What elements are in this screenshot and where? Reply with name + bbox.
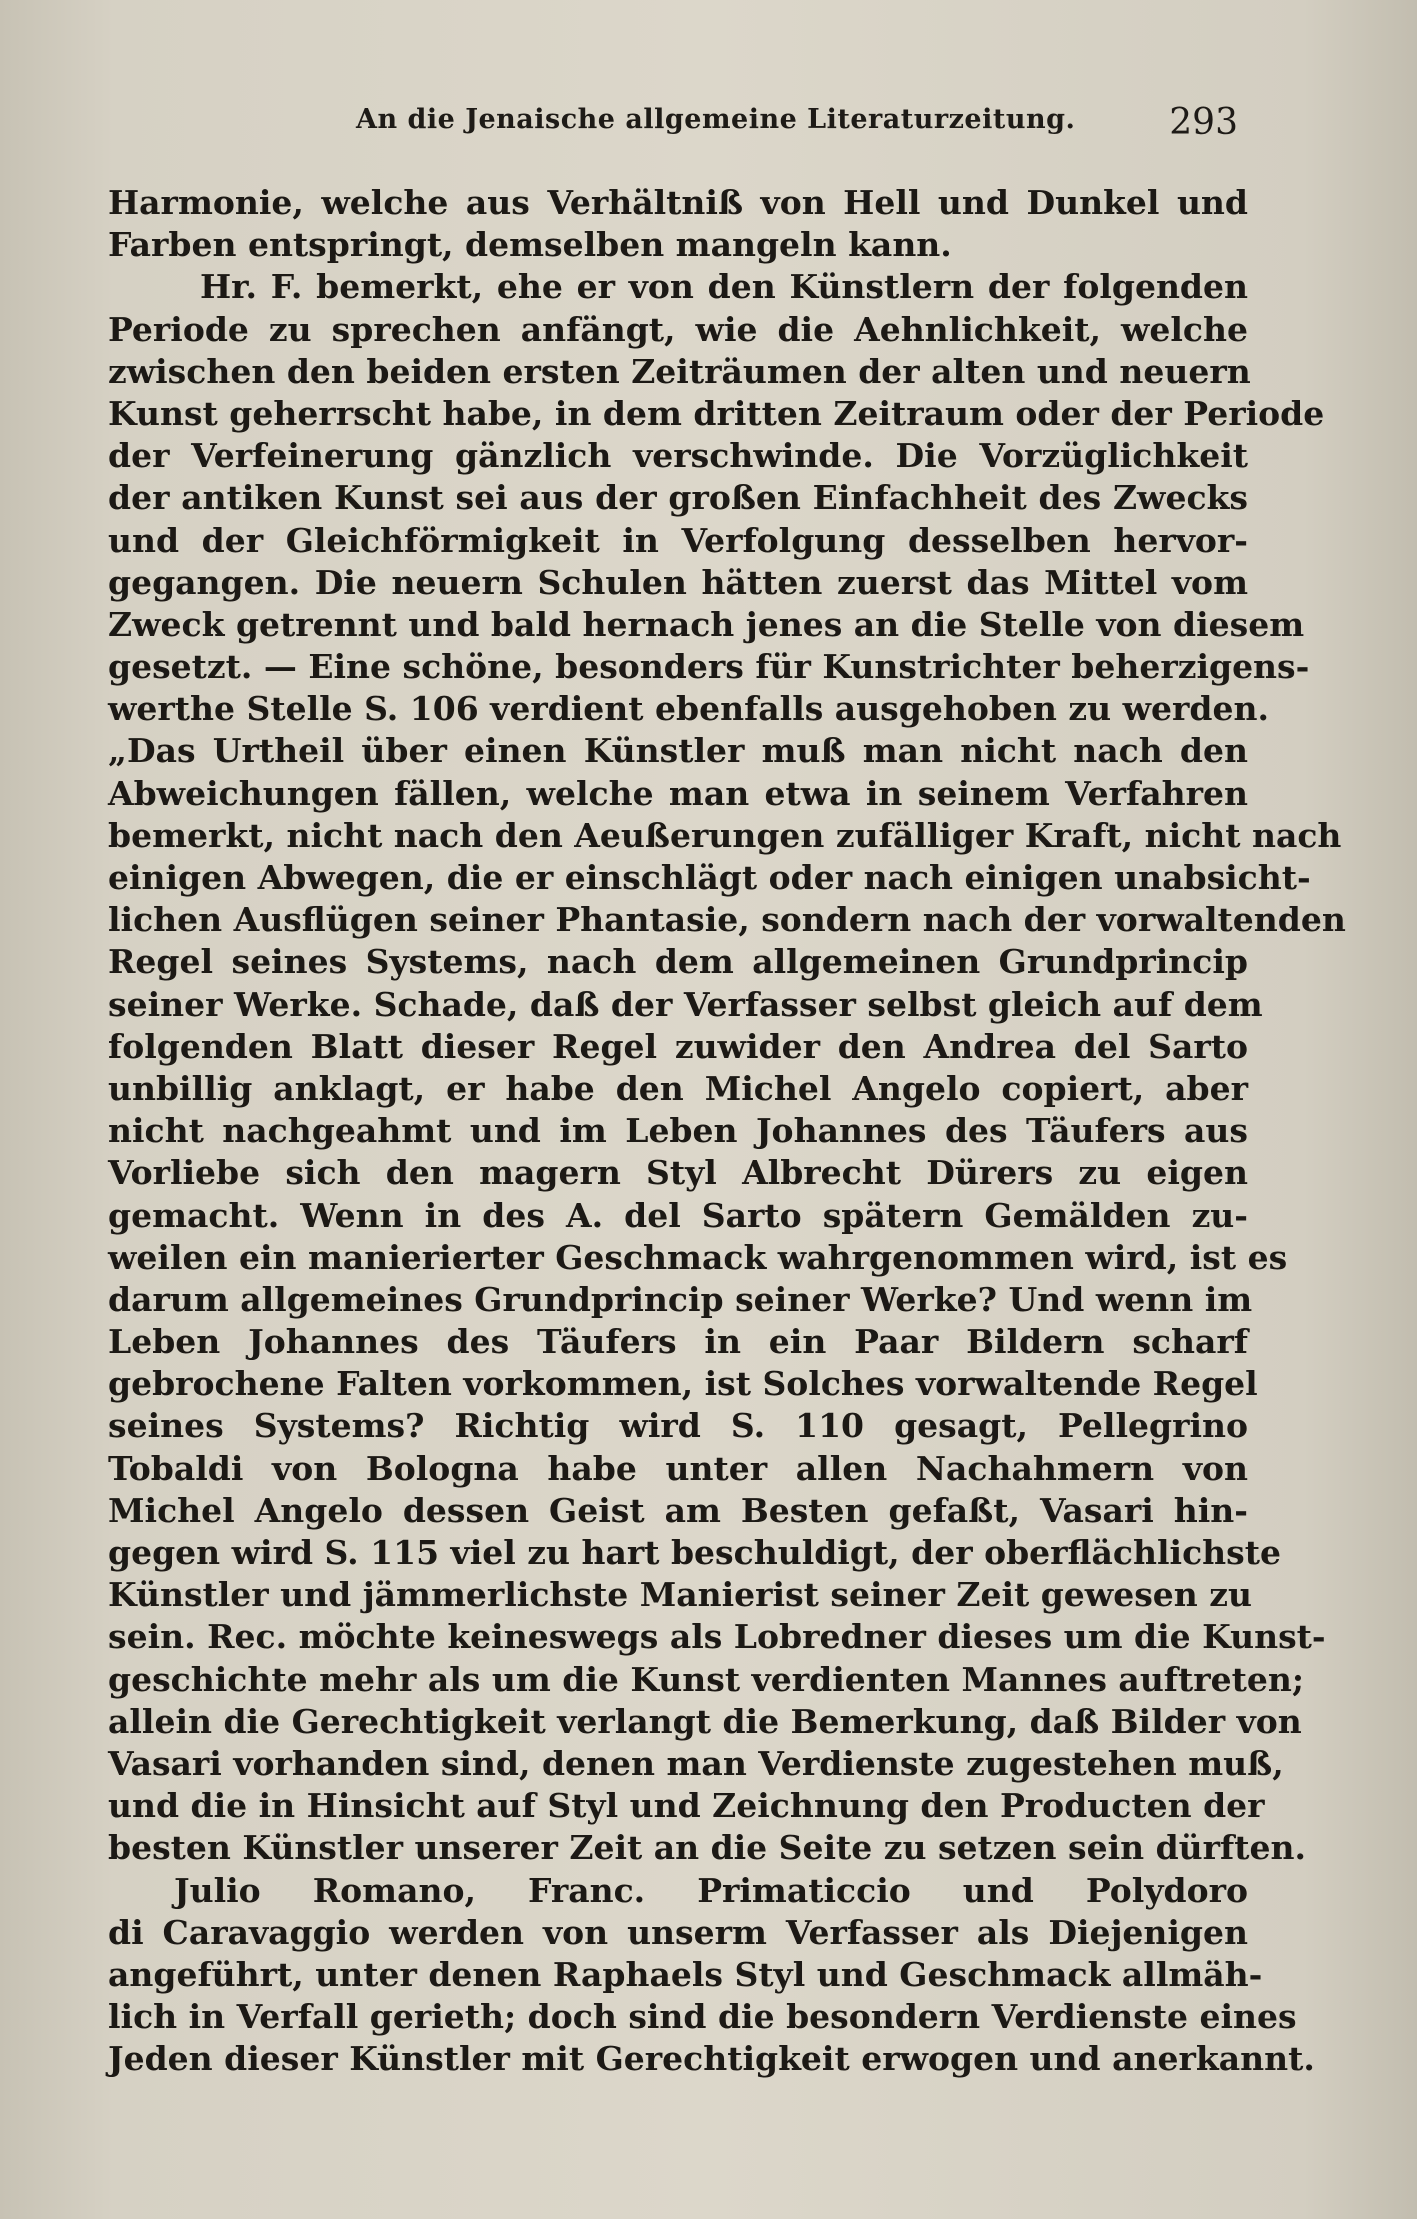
page-header — [108, 104, 1238, 154]
text-line: gegen wird S. 115 viel zu hart beschuldigt, der oberflächlichste — [108, 1533, 1281, 1572]
text-line: lich in Verfall gerieth; doch sind die besondern Verdienste eines — [108, 1997, 1297, 2037]
text-line: darum allgemeines Grundprincip seiner Werke? Und wenn im — [108, 1279, 1253, 1319]
text-line: sein. Rec. möchte keineswegs als Lobredner dieses um die Kunst- — [108, 1617, 1326, 1657]
text-line: besten Künstler unserer Zeit an die Seite zu setzen sein dürften. — [108, 1828, 1306, 1868]
text-line: Abweichungen fällen, welche man etwa in seinem Verfahren — [108, 773, 1248, 813]
text-line: Künstler und jämmerlichste Manierist seiner Zeit gewesen zu — [108, 1575, 1252, 1615]
page-number: 293 — [1169, 102, 1238, 143]
text-line: werthe Stelle S. 106 verdient ebenfalls ausgehoben zu werden. — [108, 689, 1269, 729]
text-line: gesetzt. — Eine schöne, besonders für Kunstrichter beherzigens- — [108, 647, 1310, 687]
text-line: zwischen den beiden ersten Zeiträumen der alten und neuern — [108, 351, 1251, 391]
text-line: geschichte mehr als um die Kunst verdienten Mannes auftreten; — [108, 1659, 1305, 1699]
text-line: Julio Romano, Franc. Primaticcio und Polydoro — [174, 1870, 1248, 1910]
text-line: seiner Werke. Schade, daß der Verfasser selbst gleich auf dem — [108, 984, 1263, 1024]
text-line: Zweck getrennt und bald hernach jenes an die Stelle von diesem — [108, 604, 1305, 644]
text-line: Periode zu sprechen anfängt, wie die Aehnlichkeit, welche — [108, 309, 1248, 349]
text-line: unbillig anklagt, er habe den Michel Angelo copiert, aber — [108, 1068, 1248, 1108]
text-line: di Caravaggio werden von unserm Verfasser als Diejenigen — [108, 1912, 1248, 1952]
text-line: gegangen. Die neuern Schulen hätten zuerst das Mittel vom — [108, 562, 1248, 602]
text-line: gebrochene Falten vorkommen, ist Solches vorwaltende Regel — [108, 1364, 1258, 1404]
text-line: seines Systems? Richtig wird S. 110 gesagt, Pellegrino — [108, 1406, 1248, 1446]
text-line: der Verfeinerung gänzlich verschwinde. Die Vorzüglichkeit — [108, 436, 1248, 476]
text-line: der antiken Kunst sei aus der großen Einfachheit des Zwecks — [108, 478, 1248, 518]
text-line: Hr. F. bemerkt, ehe er von den Künstlern der folgenden — [200, 267, 1248, 307]
text-line: Farben entspringt, demselben mangeln kann. — [108, 225, 952, 265]
text-line: Leben Johannes des Täufers in ein Paar Bildern scharf — [108, 1322, 1248, 1362]
text-line: folgenden Blatt dieser Regel zuwider den Andrea del Sarto — [108, 1026, 1248, 1066]
text-line: Harmonie, welche aus Verhältniß von Hell und Dunkel und — [108, 183, 1248, 222]
text-line: Vorliebe sich den magern Styl Albrecht Dürers zu eigen — [108, 1153, 1248, 1193]
text-line: weilen ein manierierter Geschmack wahrgenommen wird, ist es — [108, 1237, 1288, 1277]
text-line: Jeden dieser Künstler mit Gerechtigkeit erwogen und anerkannt. — [108, 2039, 1315, 2079]
text-line: angeführt, unter denen Raphaels Styl und Geschmack allmäh- — [108, 1954, 1263, 1994]
text-line: allein die Gerechtigkeit verlangt die Bemerkung, daß Bilder von — [108, 1701, 1302, 1741]
text-line: bemerkt, nicht nach den Aeußerungen zufälliger Kraft, nicht nach — [108, 815, 1342, 855]
body-text — [108, 182, 1346, 2080]
text-line: gemacht. Wenn in des A. del Sarto spätern Gemälden zu- — [108, 1195, 1248, 1235]
text-line: lichen Ausflügen seiner Phantasie, sondern nach der vorwaltenden — [108, 900, 1346, 940]
running-head: An die Jenaische allgemeine Literaturzeitung. — [356, 104, 1076, 135]
text-line: einigen Abwegen, die er einschlägt oder nach einigen unabsicht- — [108, 858, 1311, 897]
text-line: nicht nachgeahmt und im Leben Johannes des Täufers aus — [108, 1111, 1248, 1151]
text-line: Vasari vorhanden sind, denen man Verdienste zugestehen muß, — [108, 1743, 1284, 1783]
text-line: „Das Urtheil über einen Künstler muß man nicht nach den — [108, 731, 1248, 771]
text-line: Tobaldi von Bologna habe unter allen Nachahmern von — [108, 1448, 1248, 1488]
text-line: Michel Angelo dessen Geist am Besten gefaßt, Vasari hin- — [108, 1490, 1248, 1530]
text-line: und die in Hinsicht auf Styl und Zeichnung den Producten der — [108, 1786, 1265, 1826]
text-line: und der Gleichförmigkeit in Verfolgung desselben hervor- — [108, 520, 1248, 560]
text-line: Kunst geherrscht habe, in dem dritten Zeitraum oder der Periode — [108, 393, 1325, 433]
text-line: Regel seines Systems, nach dem allgemeinen Grundprincip — [108, 942, 1248, 982]
